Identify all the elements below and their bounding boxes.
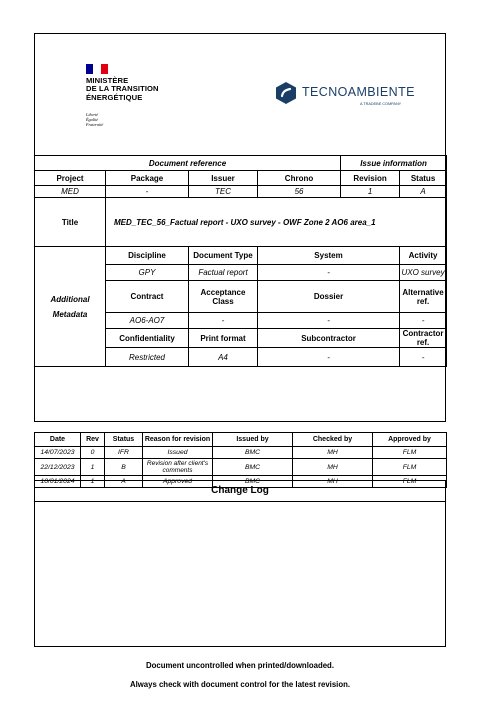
rev-number: 1 [81, 459, 105, 476]
status-value: A [400, 186, 447, 198]
meta-activity-header: Activity [400, 247, 447, 265]
table-row [35, 447, 447, 459]
meta-contractorref-header: Contractor ref. [400, 329, 447, 348]
additional-metadata-label [35, 247, 106, 367]
rev-checked-by: MH [293, 459, 373, 476]
motto-line-3: Fraternité [86, 122, 104, 127]
meta-acceptance-value: - [189, 313, 258, 329]
rev-reason: Issued [143, 447, 213, 459]
rev-date: 14/07/2023 [35, 447, 81, 459]
meta-discipline-header: Discipline [106, 247, 189, 265]
rev-status: B [105, 459, 143, 476]
rev-issued-by: BMC [213, 459, 293, 476]
revision-value: 1 [341, 186, 400, 198]
footer-line-1: Document uncontrolled when printed/downloaded. [146, 661, 334, 670]
company-logo [276, 80, 416, 120]
meta-printformat-value: A4 [189, 348, 258, 367]
rev-number: 0 [81, 447, 105, 459]
ministry-line-3: ÉNERGÉTIQUE [86, 92, 143, 102]
meta-subcontractor-header: Subcontractor [258, 329, 400, 348]
rev-col-reason: Reason for revision [143, 433, 213, 447]
document-reference-header: Document reference [35, 156, 341, 171]
meta-doctype-header: Document Type [189, 247, 258, 265]
meta-dossier-header: Dossier [258, 281, 400, 313]
rev-status: A [105, 476, 143, 488]
motto-line-2: Égalité [86, 117, 99, 122]
rev-col-status: Status [105, 433, 143, 447]
meta-discipline-value: GPY [106, 265, 189, 281]
flag-white [93, 64, 100, 74]
footer-line-2: Always check with document control for the latest revision. [129, 680, 351, 689]
flag-red [101, 64, 108, 74]
ministry-line-2: DE LA TRANSITION [86, 84, 159, 94]
rev-approved-by: FLM [373, 476, 447, 488]
meta-dossier-value: - [258, 313, 400, 329]
issuer-value: TEC [189, 186, 258, 198]
rev-col-rev: Rev [81, 433, 105, 447]
rev-reason: Revision after client's comments [143, 459, 213, 476]
meta-doctype-value: Factual report [189, 265, 258, 281]
meta-contractorref-value: - [400, 348, 447, 367]
document-reference-table [34, 155, 447, 367]
change-log-box [34, 480, 446, 647]
rev-checked-by: MH [293, 476, 373, 488]
project-value: MED [35, 186, 106, 198]
metadata-label-line-2: Metadata [52, 309, 88, 319]
col-chrono: Chrono [258, 171, 341, 186]
meta-confidentiality-header: Confidentiality [106, 329, 189, 348]
company-name: TECNOAMBIENTE [302, 85, 415, 99]
meta-printformat-header: Print format [189, 329, 258, 348]
meta-contract-value: AO6-AO7 [106, 313, 189, 329]
meta-contract-header: Contract [106, 281, 189, 313]
flag-blue [86, 64, 93, 74]
meta-acceptance-header: Acceptance Class [189, 281, 258, 313]
rev-checked-by: MH [293, 447, 373, 459]
meta-system-value: - [258, 265, 400, 281]
ministry-logo [86, 64, 236, 144]
rev-col-issued-by: Issued by [213, 433, 293, 447]
rev-col-checked-by: Checked by [293, 433, 373, 447]
rev-approved-by: FLM [373, 459, 447, 476]
company-subtitle: A TRADEBE COMPANY [360, 102, 402, 106]
ministry-line-1: MINISTÈRE [86, 76, 129, 85]
motto-line-1: Liberté [86, 112, 99, 117]
table-row [35, 459, 447, 476]
rev-status: IFR [105, 447, 143, 459]
rev-reason: Approved [143, 476, 213, 488]
tecnoambiente-hexagon-icon [276, 82, 296, 104]
rev-issued-by: BMC [213, 476, 293, 488]
col-package: Package [106, 171, 189, 186]
meta-activity-value: UXO survey [400, 265, 447, 281]
package-value: - [106, 186, 189, 198]
col-revision: Revision [341, 171, 400, 186]
chrono-value: 56 [258, 186, 341, 198]
meta-subcontractor-value: - [258, 348, 400, 367]
title-label: Title [35, 198, 106, 247]
rev-col-date: Date [35, 433, 81, 447]
issue-information-header: Issue information [341, 156, 447, 171]
metadata-label-line-1: Additional [50, 294, 90, 304]
col-issuer: Issuer [189, 171, 258, 186]
french-flag-icon [86, 64, 108, 74]
rev-issued-by: BMC [213, 447, 293, 459]
ministry-motto [86, 112, 103, 127]
col-project: Project [35, 171, 106, 186]
change-log-title: Change Log [35, 481, 445, 502]
meta-confidentiality-value: Restricted [106, 348, 189, 367]
rev-date: 22/12/2023 [35, 459, 81, 476]
rev-approved-by: FLM [373, 447, 447, 459]
document-title: MED_TEC_56_Factual report - UXO survey - OWF Zone 2 AO6 area_1 [106, 198, 447, 247]
meta-system-header: System [258, 247, 400, 265]
rev-col-approved-by: Approved by [373, 433, 447, 447]
ministry-name [86, 77, 159, 102]
rev-date: 10/01/2024 [35, 476, 81, 488]
col-status: Status [400, 171, 447, 186]
meta-altref-header: Alternative ref. [400, 281, 447, 313]
rev-number: 1 [81, 476, 105, 488]
meta-altref-value: - [400, 313, 447, 329]
